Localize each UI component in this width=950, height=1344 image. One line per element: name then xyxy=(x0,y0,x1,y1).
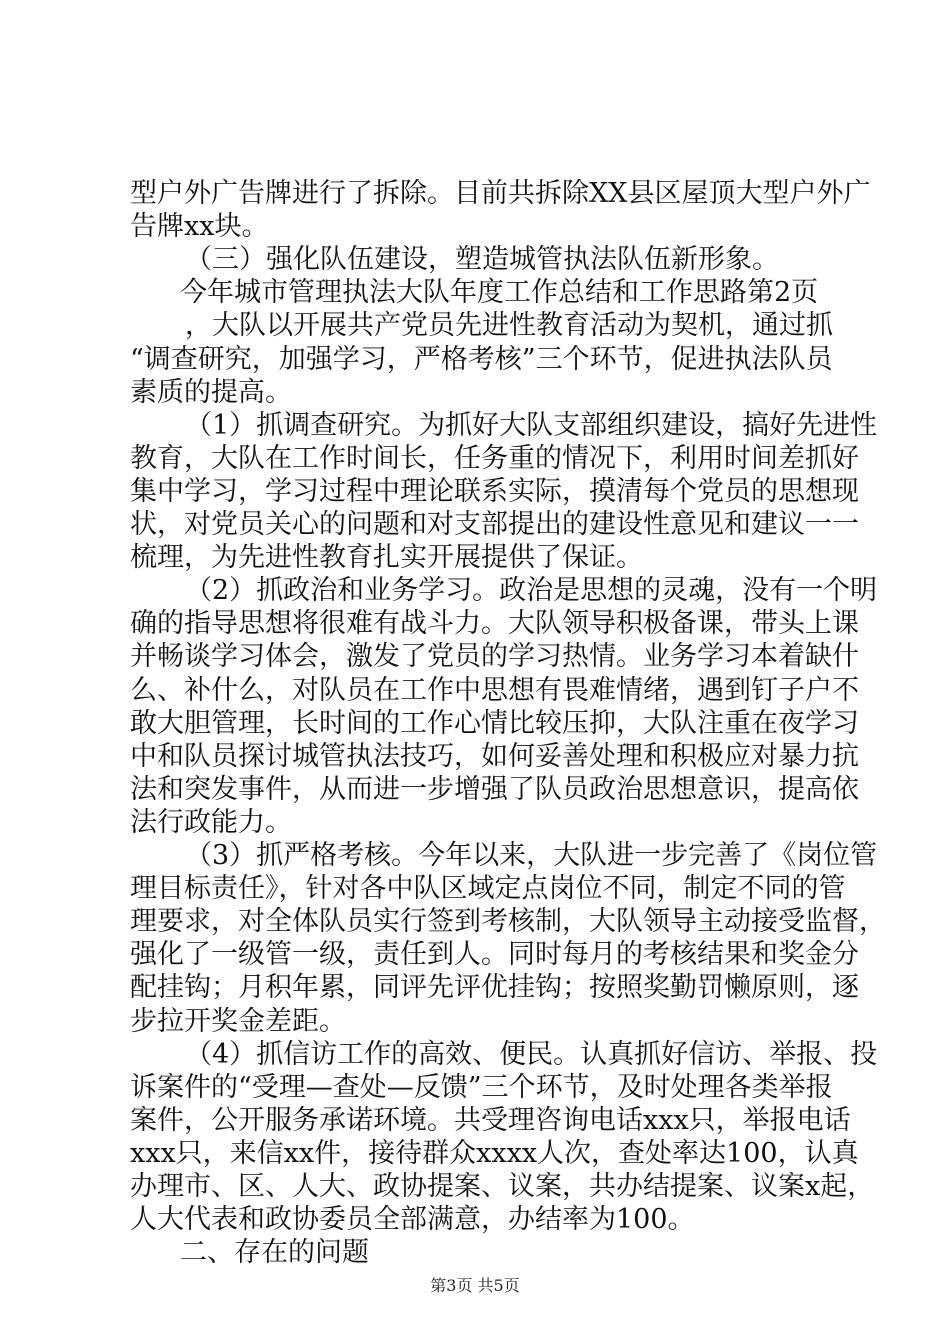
text-line: 敢大胆管理，长时间的工作心情比较压抑，大队注重在夜学习 xyxy=(130,708,859,739)
text-line: 梳理，为先进性教育扎实开展提供了保证。 xyxy=(130,542,643,573)
page-title-line: 今年城市管理执法大队年度工作总结和工作思路第2页 xyxy=(180,277,819,308)
text-line: 教育，大队在工作时间长，任务重的情况下，利用时间差抓好 xyxy=(130,443,859,474)
text-line: 型户外广告牌进行了拆除。目前共拆除XX县区屋顶大型户外广 xyxy=(130,178,871,209)
paragraph-start: （4）抓信访工作的高效、便民。认真抓好信访、举报、投 xyxy=(185,1039,878,1070)
text-line: 告牌xx块。 xyxy=(130,211,269,242)
text-line: 诉案件的“受理—查处—反馈”三个环节，及时处理各类举报 xyxy=(130,1072,833,1103)
text-line: 案件，公开服务承诺环境。共受理咨询电话xxx只，举报电话 xyxy=(130,1105,851,1136)
text-line: 法和突发事件，从而进一步增强了队员政治思想意识，提高依 xyxy=(130,774,859,805)
text-line: 集中学习，学习过程中理论联系实际，摸清每个党员的思想现 xyxy=(130,476,859,507)
text-line: 配挂钩；月积年累，同评先评优挂钩；按照奖勤罚懒原则，逐 xyxy=(130,972,859,1003)
text-line: “调查研究，加强学习，严格考核”三个环节，促进执法队员 xyxy=(130,344,833,375)
text-line: 么、补什么，对队员在工作中思想有畏难情绪，遇到钉子户不 xyxy=(130,675,859,706)
section-heading: （三）强化队伍建设，塑造城管执法队伍新形象。 xyxy=(185,244,779,275)
text-line: 确的指导思想将很难有战斗力。大队领导积极备课，带头上课 xyxy=(130,608,859,639)
text-line: xxx只，来信xx件，接待群众xxxx人次，查处率达100，认真 xyxy=(130,1138,859,1169)
text-line: 人大代表和政协委员全部满意，办结率为100。 xyxy=(130,1204,695,1235)
text-line: 法行政能力。 xyxy=(130,807,292,838)
section-heading: 二、存在的问题 xyxy=(180,1237,369,1268)
text-line: 理目标责任》，针对各中队区域定点岗位不同，制定不同的管 xyxy=(130,873,846,904)
text-line: 素质的提高。 xyxy=(130,377,292,408)
paragraph-start: （3）抓严格考核。今年以来，大队进一步完善了《岗位管 xyxy=(185,840,878,871)
page-footer: 第3页 共5页 xyxy=(430,1276,520,1295)
text-line: 理要求，对全体队员实行签到考核制，大队领导主动接受监督， xyxy=(130,906,886,937)
text-line: 步拉开奖金差距。 xyxy=(130,1006,346,1037)
text-line: 办理市、区、人大、政协提案、议案，共办结提案、议案x起， xyxy=(130,1171,875,1202)
paragraph-start: （2）抓政治和业务学习。政治是思想的灵魂，没有一个明 xyxy=(185,575,878,606)
text-line: 中和队员探讨城管执法技巧，如何妥善处理和积极应对暴力抗 xyxy=(130,741,859,772)
text-line: 并畅谈学习体会，激发了党员的学习热情。业务学习本着缺什 xyxy=(130,641,859,672)
text-line: 强化了一级管一级，责任到人。同时每月的考核结果和奖金分 xyxy=(130,939,859,970)
paragraph-start: （1）抓调查研究。为抓好大队支部组织建设，搞好先进性 xyxy=(185,410,878,441)
text-line: ，大队以开展共产党员先进性教育活动为契机，通过抓 xyxy=(185,310,833,341)
text-line: 状，对党员关心的问题和对支部提出的建设性意见和建议一一 xyxy=(130,509,859,540)
